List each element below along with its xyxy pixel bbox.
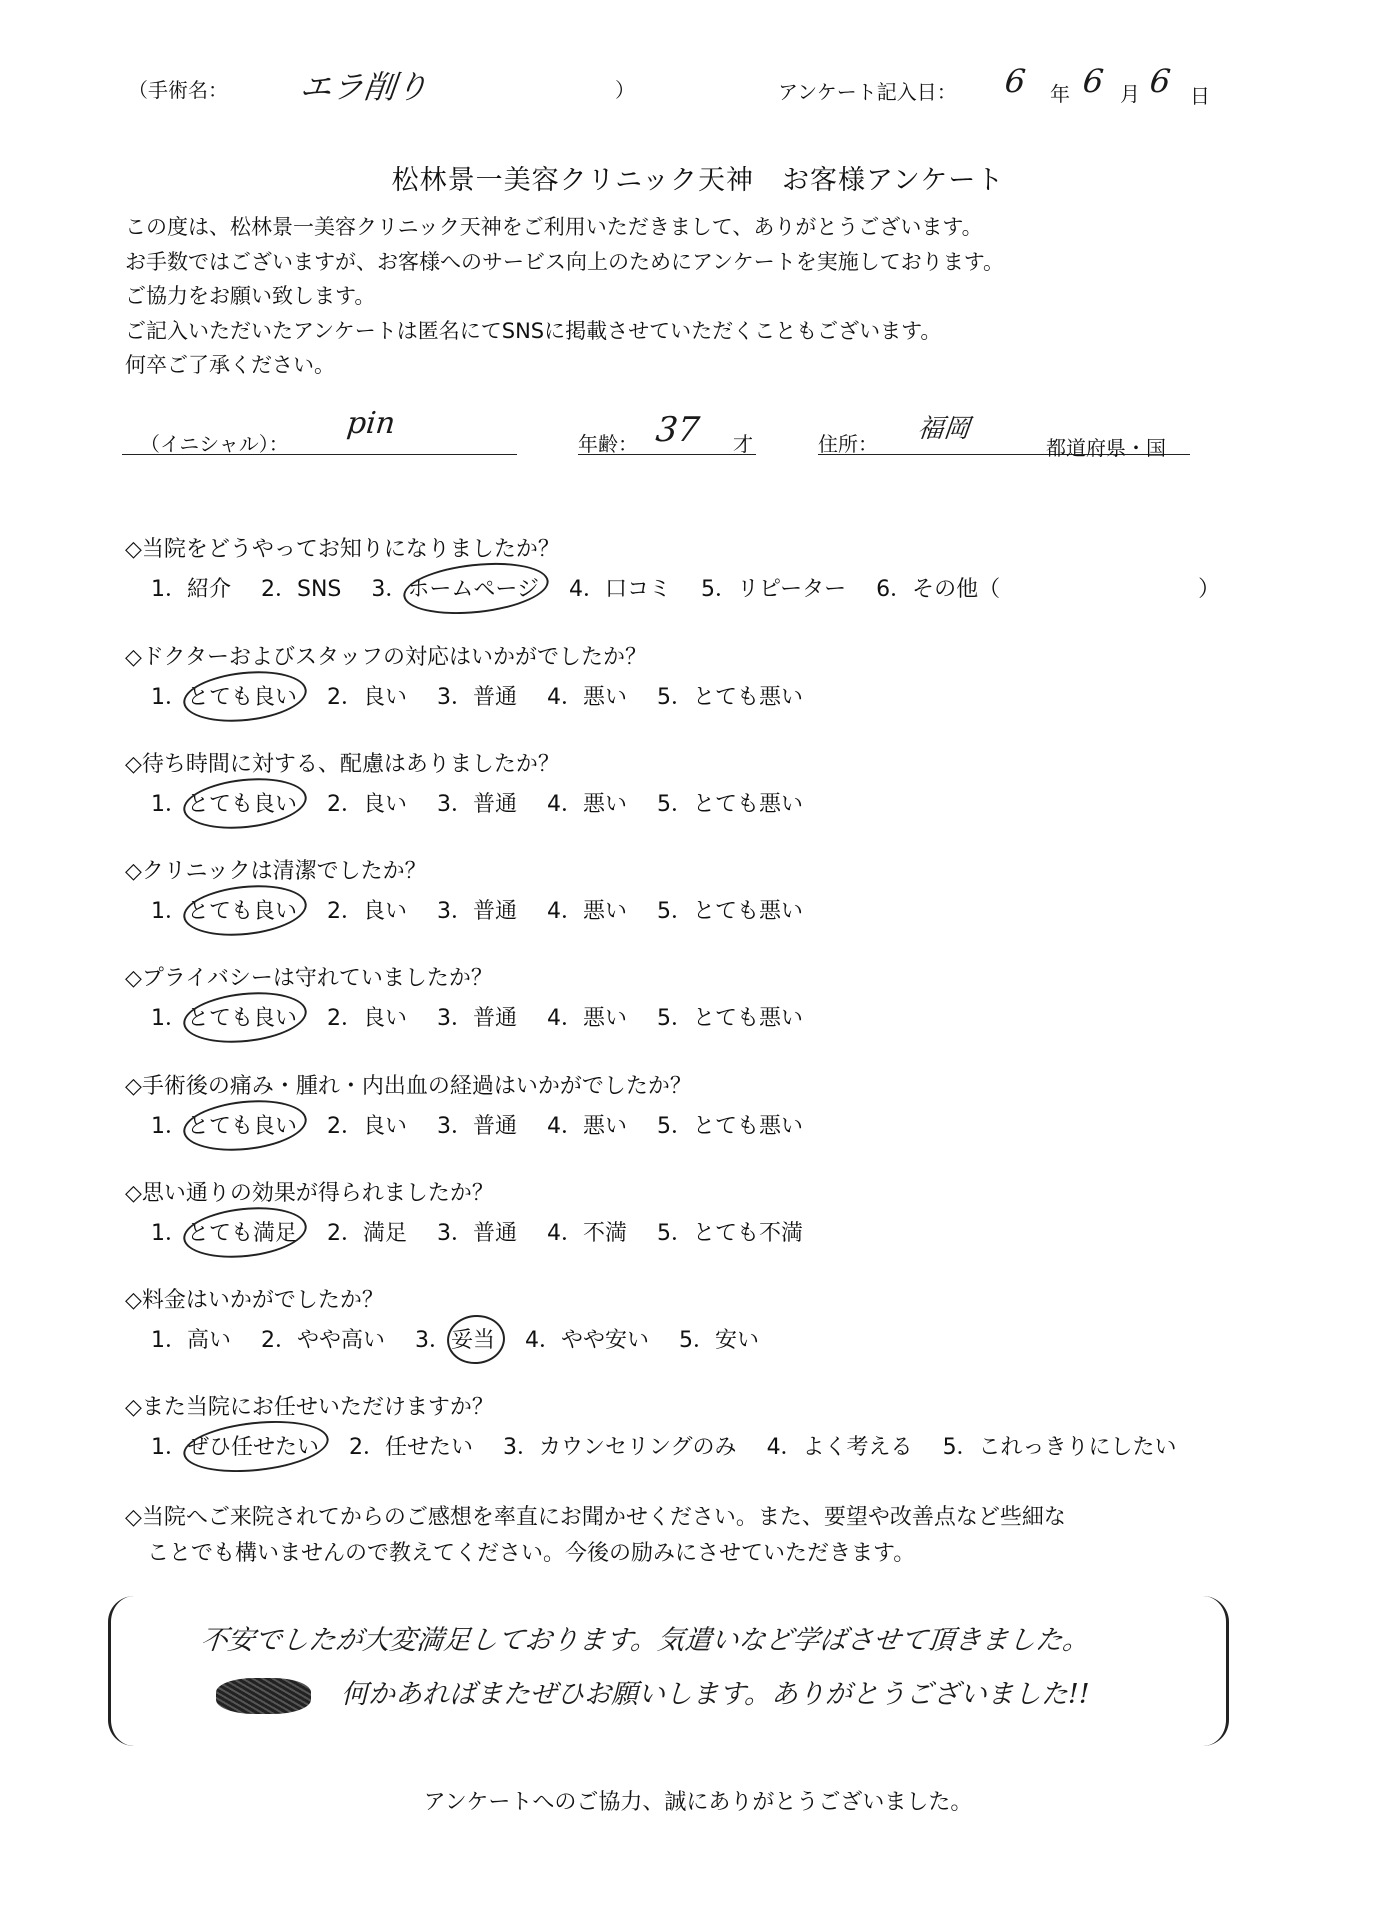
initial-label: （イニシャル）：: [140, 432, 289, 456]
option[interactable]: 5．リピーター: [700, 577, 847, 602]
option-selected[interactable]: 1．とても良い: [151, 680, 297, 711]
question-3: [125, 747, 833, 818]
option[interactable]: 5．とても悪い: [657, 1006, 803, 1031]
option[interactable]: 3．普通: [437, 1114, 517, 1139]
address-field[interactable]: [818, 414, 1190, 460]
option[interactable]: 4．悪い: [547, 792, 627, 817]
question-7: [125, 1176, 833, 1247]
intro-line: この度は、松林景一美容クリニック天神をご利用いただきまして、ありがとうございます。: [125, 215, 983, 239]
footer-thanks: アンケートへのご協力、誠にありがとうございました。: [423, 1790, 973, 1815]
option[interactable]: 6．その他（ ）: [876, 577, 1221, 602]
question-text: ◇また当院にお任せいただけますか？: [125, 1395, 494, 1420]
option-list: [125, 787, 833, 818]
intro-line: お手数ではございますが、お客様へのサービス向上のためにアンケートを実施しております。: [125, 249, 1005, 274]
comment-prompt-line: ◇当院へご来院されてからのご感想を率直にお聞かせください。また、要望や改善点など些細な: [125, 1505, 1066, 1530]
comment-prompt: [125, 1500, 1066, 1572]
option[interactable]: 3．カウンセリングのみ: [503, 1435, 737, 1460]
address-label: 住所：: [818, 432, 878, 456]
date-year[interactable]: 6: [1003, 62, 1028, 100]
month-unit: 月: [1120, 82, 1140, 106]
page-title: 松林景一美容クリニック天神 お客様アンケート: [391, 165, 1005, 196]
option[interactable]: 1．高い: [151, 1328, 231, 1353]
question-text: ◇料金はいかがでしたか？: [125, 1288, 384, 1313]
option[interactable]: 5．とても悪い: [657, 685, 803, 710]
date-day[interactable]: 6: [1148, 62, 1173, 100]
option[interactable]: 4．口コミ: [568, 577, 671, 602]
comment-line: 不安でしたが大変満足しております。気遣いなど学ばさせて頂きました。: [199, 1625, 1092, 1656]
scribble-mark: [216, 1678, 311, 1714]
option[interactable]: 2．良い: [327, 685, 407, 710]
option[interactable]: 3．普通: [437, 1221, 517, 1246]
option[interactable]: 4．悪い: [547, 1006, 627, 1031]
option-list: [125, 1323, 789, 1354]
option[interactable]: 3．普通: [437, 1006, 517, 1031]
option[interactable]: 4．悪い: [547, 1114, 627, 1139]
option[interactable]: 4．よく考える: [766, 1435, 913, 1460]
address-unit: 都道府県・国: [1046, 436, 1166, 460]
question-text: ◇待ち時間に対する、配慮はありましたか？: [125, 752, 560, 777]
comment-prompt-line: ことでも構いませんので教えてください。今後の励みにさせていただきます。: [125, 1541, 916, 1566]
intro-line: ご記入いただいたアンケートは匿名にてSNSに掲載させていただくこともございます。: [125, 318, 942, 343]
surgery-value[interactable]: エラ削り: [297, 68, 430, 106]
option[interactable]: 2．やや高い: [261, 1328, 385, 1353]
question-text: ◇クリニックは清潔でしたか？: [125, 859, 427, 884]
option-selected[interactable]: 1．とても良い: [151, 1001, 297, 1032]
option-selected[interactable]: 1．とても満足: [151, 1216, 297, 1247]
option[interactable]: 3．普通: [437, 685, 517, 710]
option-selected[interactable]: 1．とても良い: [151, 894, 297, 925]
option-selected[interactable]: 1．ぜひ任せたい: [151, 1430, 319, 1461]
option[interactable]: 4．悪い: [547, 899, 627, 924]
comment-box[interactable]: [108, 1596, 1229, 1746]
question-1: [125, 532, 1250, 603]
option[interactable]: 3．普通: [437, 792, 517, 817]
age-label: 年齢：: [578, 432, 638, 456]
day-unit: 日: [1190, 84, 1210, 108]
date-label: アンケート記入日：: [778, 80, 957, 104]
option-list: [125, 1216, 833, 1247]
option[interactable]: 1．紹介: [151, 577, 231, 602]
intro-text: [125, 210, 1004, 383]
age-unit: 才: [733, 432, 753, 456]
option-list: [125, 680, 833, 711]
question-6: [125, 1069, 833, 1140]
initial-value: pin: [345, 406, 397, 441]
option-list: [125, 894, 833, 925]
option[interactable]: 5．とても悪い: [657, 899, 803, 924]
option[interactable]: 5．安い: [679, 1328, 759, 1353]
surgery-close: ）: [615, 78, 635, 102]
question-2: [125, 640, 833, 711]
option[interactable]: 2．良い: [327, 1006, 407, 1031]
option[interactable]: 3．普通: [437, 899, 517, 924]
address-value: 福岡: [916, 414, 972, 444]
age-value: 37: [653, 410, 702, 450]
option[interactable]: 5．とても不満: [657, 1221, 803, 1246]
question-text: ◇手術後の痛み・腫れ・内出血の経過はいかがでしたか？: [125, 1074, 692, 1099]
question-text: ◇プライバシーは守れていましたか？: [125, 966, 493, 991]
question-8: [125, 1283, 789, 1354]
option-selected[interactable]: 3．ホームページ: [371, 572, 539, 603]
option[interactable]: 2．良い: [327, 1114, 407, 1139]
option[interactable]: 5．とても悪い: [657, 792, 803, 817]
date-month[interactable]: 6: [1081, 62, 1106, 100]
option-selected[interactable]: 3．妥当: [415, 1323, 495, 1354]
question-text: ◇当院をどうやってお知りになりましたか？: [125, 537, 560, 562]
option[interactable]: 2．SNS: [261, 577, 342, 602]
intro-line: 何卒ご了承ください。: [125, 353, 335, 377]
question-4: [125, 854, 833, 925]
age-field[interactable]: [578, 410, 756, 456]
option-list: [125, 1430, 1207, 1461]
question-5: [125, 961, 833, 1032]
option[interactable]: 2．良い: [327, 792, 407, 817]
year-unit: 年: [1050, 82, 1070, 106]
option[interactable]: 2．任せたい: [349, 1435, 473, 1460]
option[interactable]: 4．やや安い: [525, 1328, 649, 1353]
question-text: ◇思い通りの効果が得られましたか？: [125, 1181, 494, 1206]
option-list: [125, 1109, 833, 1140]
option-list: [125, 572, 1250, 603]
question-9: [125, 1390, 1207, 1461]
option[interactable]: 4．不満: [547, 1221, 627, 1246]
option[interactable]: 5．とても悪い: [657, 1114, 803, 1139]
surgery-label: （手術名：: [128, 78, 228, 102]
option[interactable]: 2．良い: [327, 899, 407, 924]
option-list: [125, 1001, 833, 1032]
option[interactable]: 2．満足: [327, 1221, 407, 1246]
comment-line: 何かあればまたぜひお願いします。ありがとうございました!!: [341, 1679, 1090, 1710]
option-selected[interactable]: 1．とても良い: [151, 787, 297, 818]
initial-field[interactable]: [122, 406, 517, 456]
intro-line: ご協力をお願い致します。: [125, 284, 376, 308]
option[interactable]: 4．悪い: [547, 685, 627, 710]
option-selected[interactable]: 1．とても良い: [151, 1109, 297, 1140]
question-text: ◇ドクターおよびスタッフの対応はいかがでしたか？: [125, 645, 648, 670]
option[interactable]: 5．これっきりにしたい: [942, 1435, 1177, 1460]
